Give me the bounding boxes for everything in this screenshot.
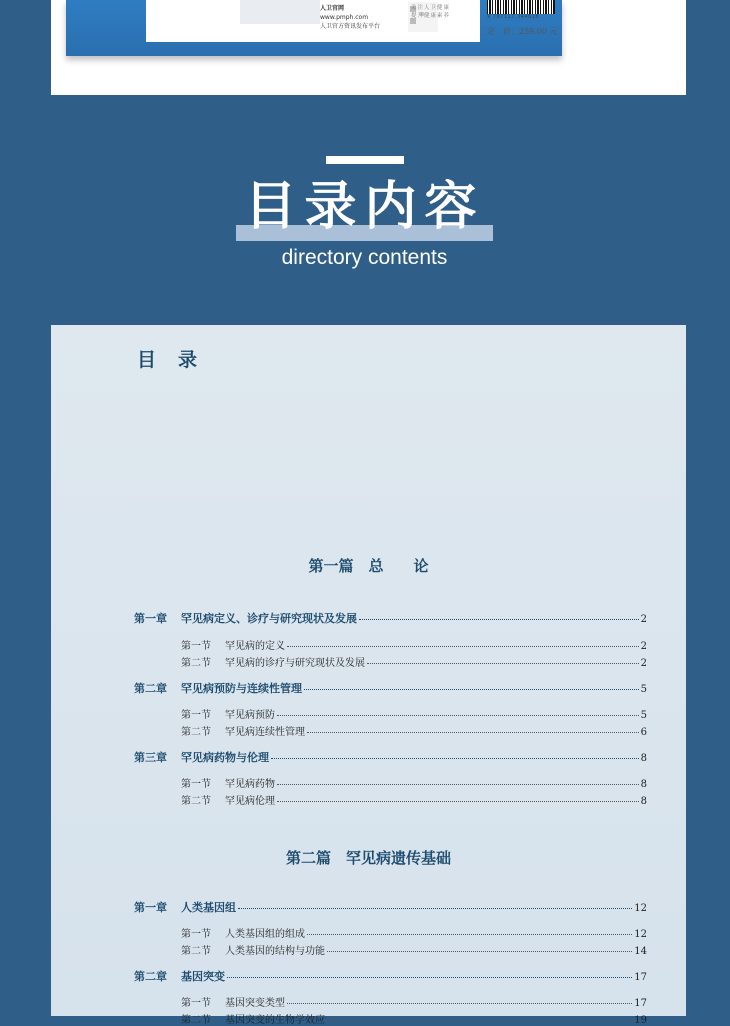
section-number: 第一节 <box>181 929 211 940</box>
dot-leader <box>304 689 639 690</box>
section-title: 罕见病预防 <box>225 710 275 721</box>
toc-section-row[interactable] <box>181 654 647 669</box>
page-number: 2 <box>640 658 647 669</box>
section-number: 第二节 <box>181 727 211 738</box>
page-number: 2 <box>640 641 647 652</box>
dot-leader <box>327 951 632 952</box>
publisher-title: 人卫官网 <box>320 5 345 12</box>
page-number: 12 <box>634 903 647 914</box>
page-number: 8 <box>640 796 647 807</box>
chapter-number: 第二章 <box>134 682 167 695</box>
page-number: 8 <box>640 753 647 764</box>
part-title: 第一篇 总 论 <box>308 557 429 575</box>
section-title: 人类基因组的组成 <box>225 929 305 940</box>
section-title: 人类基因的结构与功能 <box>225 946 325 957</box>
chapter-title: 人类基因组 <box>181 901 236 914</box>
section-title: 基因突变类型 <box>225 998 285 1009</box>
page-number: 17 <box>634 972 647 983</box>
barcode-area <box>483 0 559 42</box>
section-number: 第二节 <box>181 796 211 807</box>
dot-leader <box>277 784 639 785</box>
page-number: 8 <box>640 779 647 790</box>
section-title: 罕见病药物 <box>225 779 275 790</box>
page-number: 14 <box>634 946 647 957</box>
section-title: 罕见病伦理 <box>225 796 275 807</box>
dot-leader <box>287 646 639 647</box>
dot-leader <box>277 715 639 716</box>
section-subtitle: directory contents <box>281 246 448 269</box>
book-cover-bottom <box>66 0 562 56</box>
qr-caption-line-1: 关注人卫健康 <box>411 5 451 11</box>
section-title: 罕见病连续性管理 <box>225 727 305 738</box>
toc-section-row[interactable] <box>181 1011 647 1026</box>
toc-chapter-row[interactable] <box>134 610 647 626</box>
chapter-number: 第二章 <box>134 970 167 983</box>
page-number: 5 <box>640 710 647 721</box>
toc-section-row[interactable] <box>181 994 647 1009</box>
chapter-title: 罕见病定义、诊疗与研究现状及发展 <box>181 612 357 625</box>
page-number: 2 <box>640 614 647 625</box>
section-number: 第一节 <box>181 998 211 1009</box>
toc-chapter-row[interactable] <box>134 680 647 696</box>
publisher-info <box>320 4 380 31</box>
section-number: 第一节 <box>181 641 211 652</box>
dot-leader <box>359 619 639 620</box>
part-title: 第二篇 罕见病遗传基础 <box>285 849 451 867</box>
dot-leader <box>307 732 639 733</box>
chapter-title: 罕见病预防与连续性管理 <box>181 682 302 695</box>
section-number: 第一节 <box>181 710 211 721</box>
section-number: 第一节 <box>181 779 211 790</box>
toc-chapter-row[interactable] <box>134 899 647 915</box>
section-title: 目录内容 <box>244 177 485 237</box>
dot-leader <box>287 1003 632 1004</box>
publisher-desc: 人卫官方资讯发布平台 <box>320 23 381 30</box>
toc-chapter-row[interactable] <box>134 749 647 765</box>
toc-section-row[interactable] <box>181 706 647 721</box>
chapter-number: 第一章 <box>134 901 167 914</box>
page-number: 6 <box>640 727 647 738</box>
dot-leader <box>271 758 639 759</box>
page-number: 19 <box>634 1015 647 1026</box>
dot-leader <box>307 934 632 935</box>
section-number: 第二节 <box>181 658 211 669</box>
section-title: 罕见病的诊疗与研究现状及发展 <box>225 658 365 669</box>
toc-section-row[interactable] <box>181 775 647 790</box>
toc-chapter-row[interactable] <box>134 968 647 984</box>
toc-section-row[interactable] <box>181 723 647 738</box>
toc-heading: 目录 <box>137 349 220 371</box>
book-price: 定 价：259.00 元 <box>487 27 558 36</box>
toc-section-row[interactable] <box>181 925 647 940</box>
chapter-number: 第三章 <box>134 751 167 764</box>
chapter-number: 第一章 <box>134 612 167 625</box>
qr-caption-line-2: 提升健康素养 <box>411 13 451 19</box>
section-title: 罕见病的定义 <box>225 641 285 652</box>
heading-deco-bar <box>326 156 404 164</box>
dot-leader <box>327 1020 632 1021</box>
dot-leader <box>238 908 632 909</box>
page-number: 17 <box>634 998 647 1009</box>
dot-leader <box>367 663 639 664</box>
section-title: 基因突变的生物学效应 <box>225 1015 325 1026</box>
toc-section-row[interactable] <box>181 792 647 807</box>
qr-caption <box>411 4 450 20</box>
barcode-icon <box>487 0 555 14</box>
toc-page <box>51 325 686 1026</box>
dot-leader <box>277 801 639 802</box>
page-number: 12 <box>634 929 647 940</box>
section-number: 第二节 <box>181 1015 211 1026</box>
publisher-url: www.pmph.com <box>320 14 369 21</box>
chapter-title: 罕见病药物与伦理 <box>181 751 269 764</box>
back-cover-panel <box>146 0 558 42</box>
isbn-number: 9 787117 344618 <box>487 14 540 20</box>
toc-section-row[interactable] <box>181 942 647 957</box>
chapter-title: 基因突变 <box>181 970 225 983</box>
dot-leader <box>227 977 632 978</box>
section-number: 第二节 <box>181 946 211 957</box>
page-number: 5 <box>640 684 647 695</box>
toc-section-row[interactable] <box>181 637 647 652</box>
back-cover-blank-area <box>240 0 320 24</box>
